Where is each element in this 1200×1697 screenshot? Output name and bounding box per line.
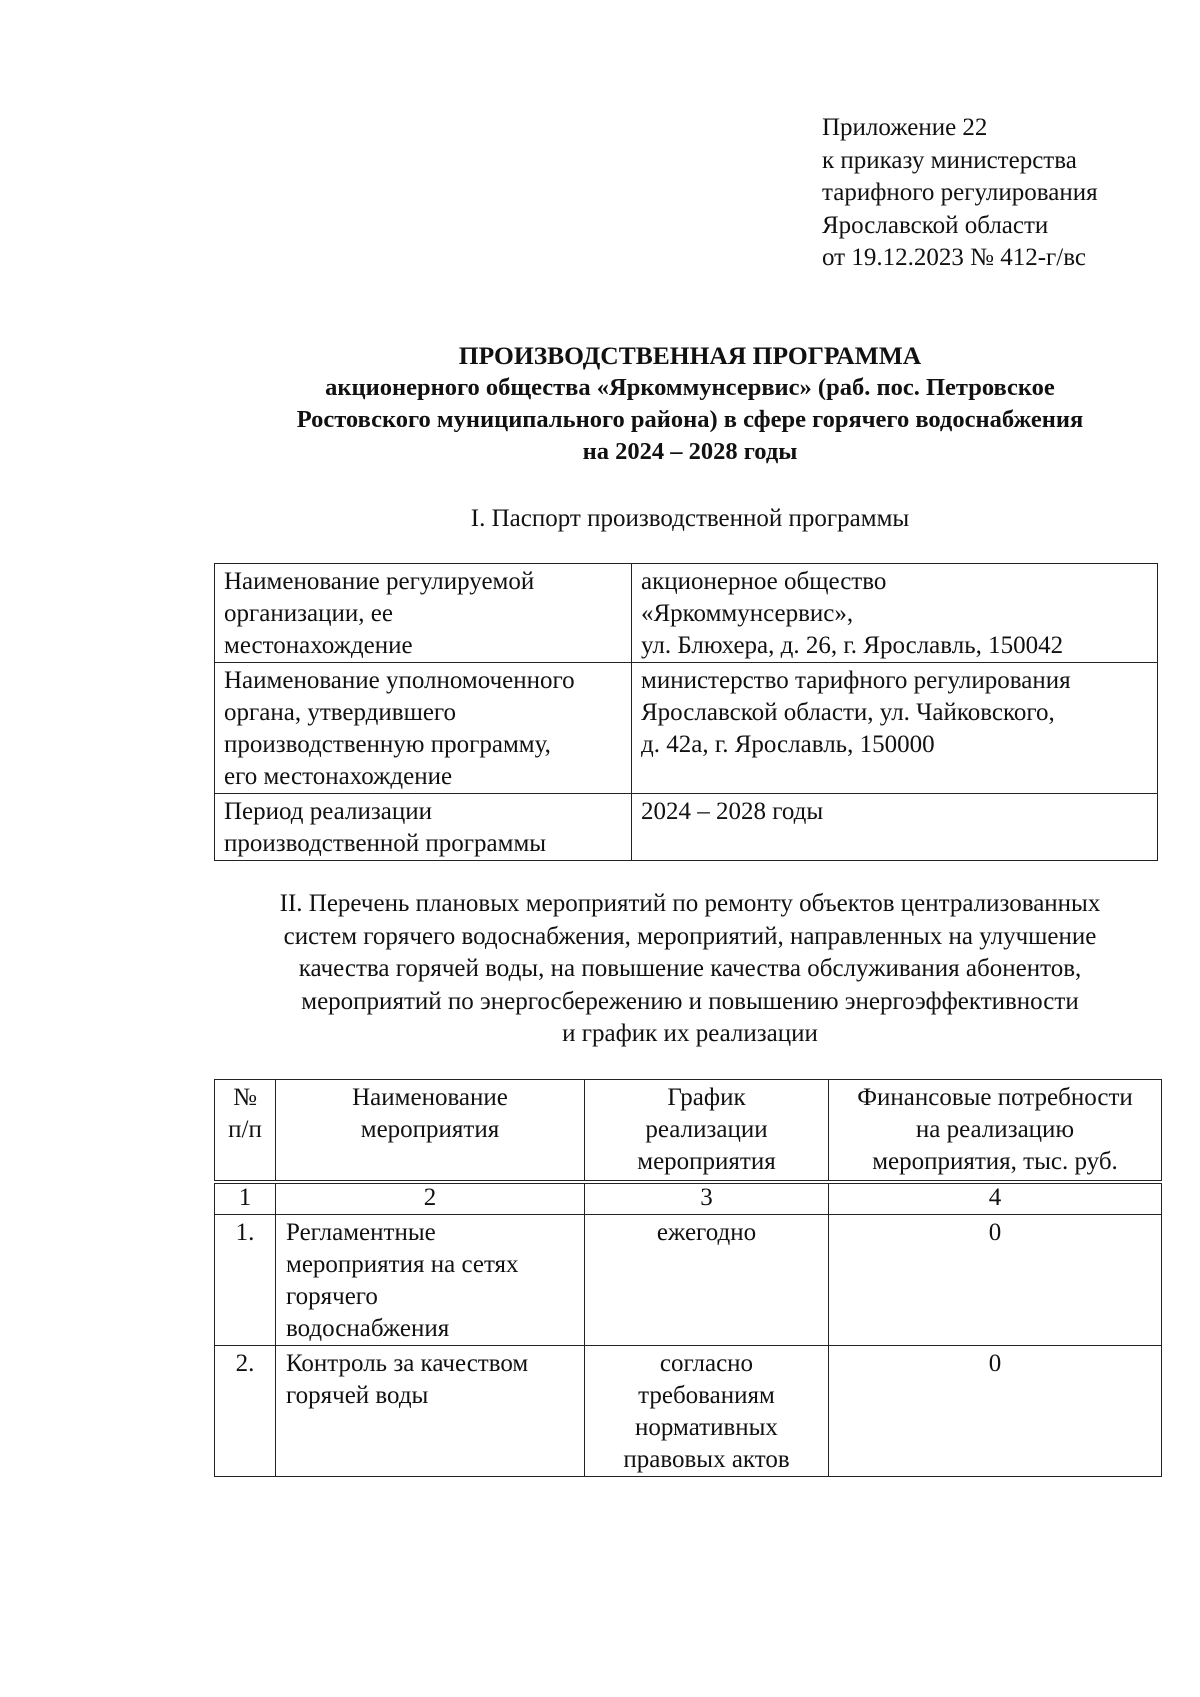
event-schedule bbox=[585, 1215, 829, 1346]
section2-title-line: систем горячего водоснабжения, мероприятий, направленных на улучшение bbox=[283, 922, 1097, 950]
section2-title-line: и график их реализации bbox=[562, 1020, 818, 1047]
appendix-line: Приложение 22 bbox=[822, 114, 988, 141]
column-number: 4 bbox=[829, 1182, 1162, 1215]
document-title-line: на 2024 – 2028 годы bbox=[582, 438, 798, 465]
column-number: 1 bbox=[215, 1182, 276, 1215]
cell-line: горячей воды bbox=[286, 1382, 429, 1409]
cell-line: № bbox=[233, 1084, 257, 1111]
cell-line: ул. Блюхера, д. 26, г. Ярославль, 150042 bbox=[641, 632, 1064, 659]
cell-line: на реализацию bbox=[915, 1116, 1075, 1143]
passport-value bbox=[632, 663, 1158, 794]
event-schedule bbox=[585, 1346, 829, 1477]
section2-title-line: мероприятий по энергосбережению и повышению энергоэффективности bbox=[301, 987, 1079, 1015]
section2-title-line: качества горячей воды, на повышение качества обслуживания абонентов, bbox=[298, 955, 1082, 982]
cell-line: требованиям bbox=[638, 1382, 775, 1409]
cell-line: мероприятия bbox=[360, 1116, 500, 1143]
column-number: 2 bbox=[276, 1182, 585, 1215]
cell-line: Ярославской области, ул. Чайковского, bbox=[641, 699, 1055, 726]
section1-title: I. Паспорт производственной программы bbox=[470, 505, 910, 532]
cell-line: мероприятия на сетях bbox=[286, 1251, 519, 1278]
row-number: 1. bbox=[215, 1215, 276, 1346]
cell-line: Период реализации bbox=[224, 798, 432, 825]
document-title-line: акционерного общества «Яркоммунсервис» (раб. пос. Петровское bbox=[325, 374, 1055, 401]
cell-line: Финансовые потребности bbox=[857, 1084, 1133, 1111]
document-title bbox=[190, 340, 1190, 468]
cell-line: производственную программу, bbox=[224, 731, 551, 758]
cell-line: мероприятия, тыс. руб. bbox=[872, 1148, 1118, 1175]
events-table bbox=[214, 1079, 1162, 1477]
cell-line: органа, утвердившего bbox=[224, 699, 457, 726]
column-number-row bbox=[215, 1182, 1162, 1215]
section2-title bbox=[160, 888, 1200, 1051]
header-schedule bbox=[585, 1080, 829, 1183]
cell-line: «Яркоммунсервис», bbox=[641, 600, 854, 627]
section2-title-line: II. Перечень плановых мероприятий по ремонту объектов централизованных bbox=[279, 890, 1101, 917]
appendix-line: тарифного регулирования bbox=[822, 179, 1098, 206]
passport-value bbox=[632, 564, 1158, 663]
cell-line: Наименование bbox=[352, 1084, 508, 1111]
table-row bbox=[215, 1346, 1162, 1477]
passport-label bbox=[215, 794, 632, 861]
header-finance bbox=[829, 1080, 1162, 1183]
cell-line: согласно bbox=[659, 1350, 754, 1377]
cell-line: реализации bbox=[645, 1116, 768, 1143]
passport-value bbox=[632, 794, 1158, 861]
cell-line: акционерное общество bbox=[641, 568, 887, 595]
event-finance: 0 bbox=[829, 1215, 1162, 1346]
event-finance: 0 bbox=[829, 1346, 1162, 1477]
event-name bbox=[276, 1346, 585, 1477]
appendix-line: к приказу министерства bbox=[822, 146, 1077, 174]
passport-table bbox=[214, 563, 1158, 861]
table-header-row bbox=[215, 1080, 1162, 1183]
table-row bbox=[215, 663, 1158, 794]
cell-line: горячего bbox=[286, 1283, 378, 1310]
document-title-line: Ростовского муниципального района) в сфере горячего водоснабжения bbox=[296, 406, 1084, 433]
cell-line: мероприятия bbox=[637, 1148, 776, 1175]
passport-label bbox=[215, 564, 632, 663]
cell-line: производственной программы bbox=[224, 830, 547, 857]
cell-line: 2024 – 2028 годы bbox=[641, 798, 824, 825]
cell-line: правовых актов bbox=[623, 1446, 790, 1473]
cell-line: Наименование уполномоченного bbox=[224, 667, 575, 694]
event-name bbox=[276, 1215, 585, 1346]
cell-line: д. 42а, г. Ярославль, 150000 bbox=[641, 731, 935, 758]
cell-line: его местонахождение bbox=[224, 763, 453, 790]
cell-line: Регламентные bbox=[286, 1219, 436, 1246]
cell-line: нормативных bbox=[635, 1414, 778, 1441]
cell-line: организации, ее bbox=[224, 600, 393, 627]
document-title-main: ПРОИЗВОДСТВЕННАЯ ПРОГРАММА bbox=[458, 341, 922, 370]
cell-line: местонахождение bbox=[224, 632, 413, 659]
column-number: 3 bbox=[585, 1182, 829, 1215]
cell-line: водоснабжения bbox=[286, 1315, 450, 1342]
row-number: 2. bbox=[215, 1346, 276, 1477]
cell-line: п/п bbox=[228, 1116, 262, 1143]
header-event-name bbox=[276, 1080, 585, 1183]
table-row bbox=[215, 1215, 1162, 1346]
appendix-line: Ярославской области bbox=[822, 211, 1049, 239]
cell-line: Наименование регулируемой bbox=[224, 568, 535, 595]
table-row bbox=[215, 794, 1158, 861]
cell-line: министерство тарифного регулирования bbox=[641, 667, 1071, 694]
cell-line: График bbox=[667, 1084, 746, 1111]
cell-line: ежегодно bbox=[656, 1219, 757, 1246]
passport-label bbox=[215, 663, 632, 794]
cell-line: Контроль за качеством bbox=[286, 1350, 529, 1377]
appendix-line: от 19.12.2023 № 412-г/вс bbox=[822, 244, 1086, 271]
table-row bbox=[215, 564, 1158, 663]
header-number bbox=[215, 1080, 276, 1183]
appendix-header bbox=[822, 112, 1098, 275]
